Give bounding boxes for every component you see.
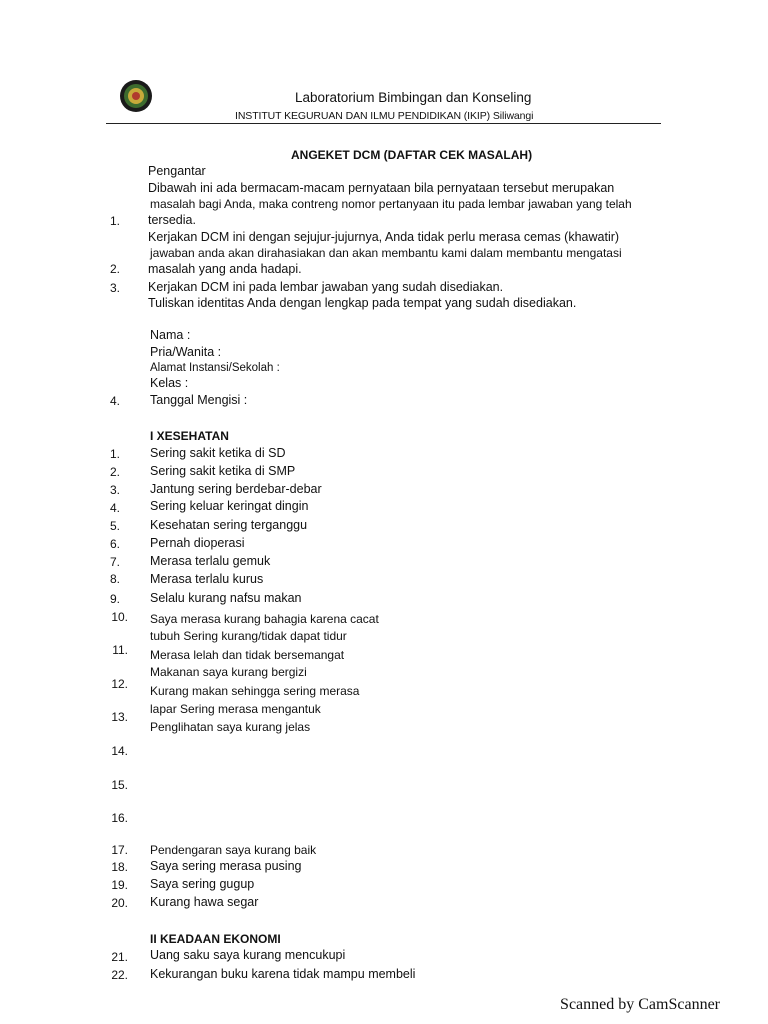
intro-line: Kerjakan DCM ini pada lembar jawaban yang sudah disediakan. bbox=[148, 280, 504, 294]
document-title: ANGEKET DCM (DAFTAR CEK MASALAH) bbox=[291, 148, 533, 162]
item-text: Makanan saya kurang bergizi bbox=[150, 665, 307, 679]
item-text: Jantung sering berdebar-debar bbox=[150, 482, 322, 496]
item-number: 11. bbox=[112, 643, 128, 657]
item-text: Kekurangan buku karena tidak mampu membeli bbox=[150, 967, 416, 981]
item-number: 20. bbox=[111, 896, 128, 910]
item-number: 16. bbox=[111, 811, 128, 825]
section-title: II KEADAAN EKONOMI bbox=[150, 932, 281, 946]
item-number: 1. bbox=[109, 447, 120, 461]
intro-line: Tuliskan identitas Anda dengan lengkap pada tempat yang sudah disediakan. bbox=[148, 296, 577, 310]
institution-logo bbox=[119, 79, 153, 113]
intro-number: 1. bbox=[109, 214, 120, 228]
field-nama: Nama : bbox=[150, 328, 191, 342]
item-number: 13. bbox=[111, 710, 128, 724]
item-number: 10. bbox=[111, 610, 128, 624]
item-text: Uang saku saya kurang mencukupi bbox=[150, 948, 346, 962]
item-text: Merasa terlalu gemuk bbox=[150, 554, 271, 568]
item-text: Merasa terlalu kurus bbox=[150, 572, 264, 586]
item-text: Saya merasa kurang bahagia karena cacat bbox=[150, 612, 379, 626]
item-number: 22. bbox=[111, 968, 128, 982]
intro-line: tersedia. bbox=[148, 213, 196, 227]
item-text: Kurang hawa segar bbox=[150, 895, 259, 909]
item-text: Kurang makan sehingga sering merasa bbox=[150, 684, 360, 698]
intro-line: masalah yang anda hadapi. bbox=[148, 262, 302, 276]
item-text: Selalu kurang nafsu makan bbox=[150, 591, 302, 605]
item-text: Pernah dioperasi bbox=[150, 536, 245, 550]
intro-number: 3. bbox=[109, 281, 120, 295]
item-number: 3. bbox=[109, 483, 120, 497]
intro-line: masalah bagi Anda, maka contreng nomor pertanyaan itu pada lembar jawaban yang telah bbox=[150, 197, 632, 211]
lab-name: Laboratorium Bimbingan dan Konseling bbox=[295, 90, 532, 105]
intro-line: jawaban anda akan dirahasiakan dan akan membantu kami dalam membantu mengatasi bbox=[150, 246, 622, 260]
item-number: 15. bbox=[111, 778, 128, 792]
item-number: 14. bbox=[111, 744, 128, 758]
intro-line: Kerjakan DCM ini dengan sejujur-jujurnya, Anda tidak perlu merasa cemas (khawatir) bbox=[148, 230, 620, 244]
item-text: Sering keluar keringat dingin bbox=[150, 499, 309, 513]
item-text: Kesehatan sering terganggu bbox=[150, 518, 308, 532]
field-tanggal: Tanggal Mengisi : bbox=[150, 393, 248, 407]
item-number: 7. bbox=[109, 555, 120, 569]
item-number: 5. bbox=[109, 519, 120, 533]
item-number: 2. bbox=[109, 465, 120, 479]
item-number: 9. bbox=[109, 592, 120, 606]
item-text: Pendengaran saya kurang baik bbox=[150, 843, 317, 857]
item-text: Saya sering merasa pusing bbox=[150, 859, 302, 873]
item-text: Penglihatan saya kurang jelas bbox=[150, 720, 311, 734]
item-text: Sering sakit ketika di SMP bbox=[150, 464, 296, 478]
item-number: 19. bbox=[111, 878, 128, 892]
intro-number: 2. bbox=[109, 262, 120, 276]
field-gender: Pria/Wanita : bbox=[150, 345, 222, 359]
institute-name: INSTITUT KEGURUAN DAN ILMU PENDIDIKAN (IKIP) Siliwangi bbox=[235, 110, 534, 122]
header-divider bbox=[106, 123, 661, 124]
scanner-watermark: Scanned by CamScanner bbox=[560, 996, 720, 1013]
intro-line: Dibawah ini ada bermacam-macam pernyataan bila pernyataan tersebut merupakan bbox=[148, 181, 615, 195]
field-kelas: Kelas : bbox=[150, 376, 189, 390]
item-number: 6. bbox=[109, 537, 120, 551]
item-text: Saya sering gugup bbox=[150, 877, 255, 891]
item-text: tubuh Sering kurang/tidak dapat tidur bbox=[150, 629, 347, 643]
item-number: 12. bbox=[111, 677, 128, 691]
item-number: 4. bbox=[109, 501, 120, 515]
section-title: I XESEHATAN bbox=[150, 429, 229, 443]
item-number: 21. bbox=[111, 950, 128, 964]
item-text: Merasa lelah dan tidak bersemangat bbox=[150, 648, 345, 662]
item-number: 8. bbox=[109, 572, 120, 586]
intro-heading: Pengantar bbox=[148, 164, 206, 178]
item-number: 17. bbox=[111, 843, 128, 857]
item-text: Sering sakit ketika di SD bbox=[150, 446, 286, 460]
field-alamat: Alamat Instansi/Sekolah : bbox=[150, 362, 280, 374]
intro-number: 4. bbox=[109, 394, 120, 408]
item-number: 18. bbox=[111, 860, 128, 874]
item-text: lapar Sering merasa mengantuk bbox=[150, 702, 321, 716]
